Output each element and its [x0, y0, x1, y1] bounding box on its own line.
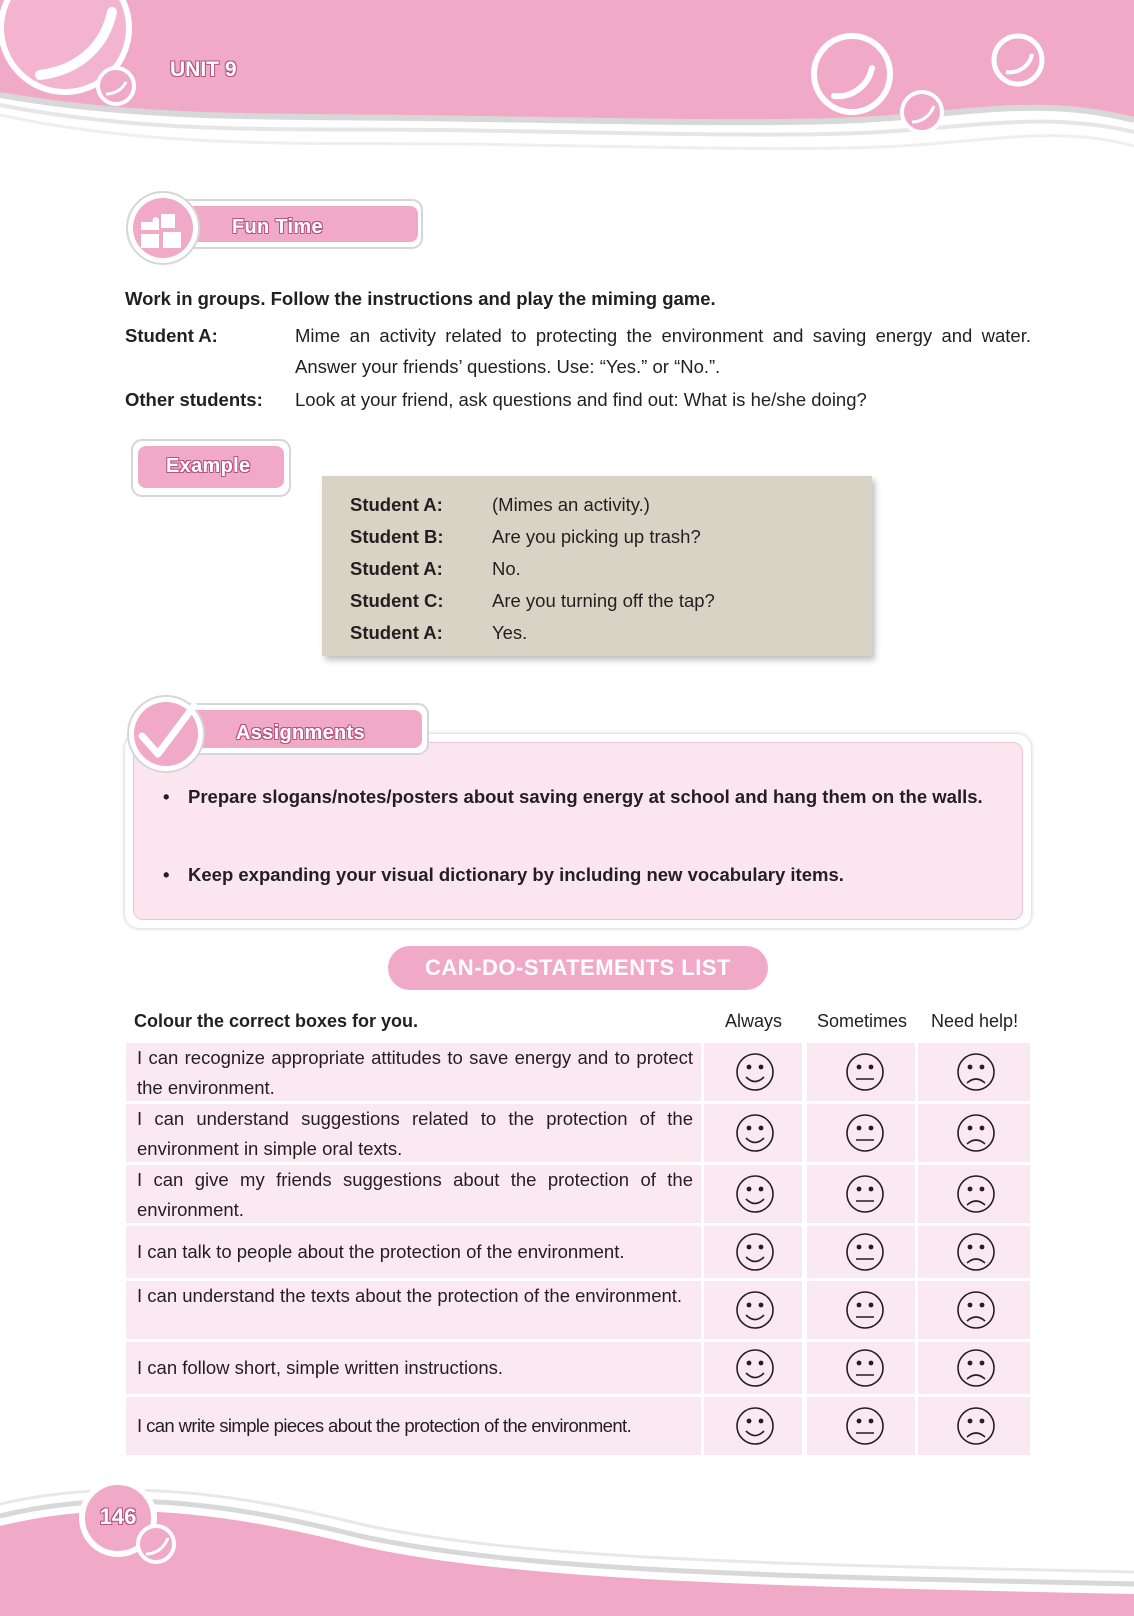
statement-text: I can follow short, simple written instructions.	[137, 1357, 504, 1378]
rating-cell[interactable]	[704, 1397, 802, 1455]
statement-text: I can understand suggestions related to the protection of the environment in simple oral texts.	[137, 1108, 693, 1159]
puzzle-icon	[125, 190, 205, 270]
rating-cell[interactable]	[918, 1397, 1030, 1455]
statement-text: I can understand the texts about the protection of the environment.	[137, 1285, 683, 1306]
statement-row	[126, 1397, 701, 1455]
example-dialogue-box	[322, 476, 872, 656]
face-grid	[700, 1040, 1035, 1460]
fun-time-instruction: Work in groups. Follow the instructions and play the miming game.	[125, 288, 716, 309]
bullet: •	[163, 864, 170, 885]
example-title: Example	[166, 455, 251, 477]
unit-label: UNIT 9	[170, 58, 237, 81]
can-do-title: CAN-DO-STATEMENTS LIST	[425, 955, 731, 980]
statement-row	[126, 1165, 701, 1223]
statement-row	[126, 1226, 701, 1278]
page-number: 146	[99, 1504, 137, 1529]
rating-cell[interactable]	[704, 1281, 802, 1339]
bullet: •	[163, 786, 170, 807]
checkmark-icon	[126, 694, 210, 778]
statement-row	[126, 1342, 701, 1394]
column-header-sometimes: Sometimes	[817, 1011, 908, 1031]
speaker-label: Student A:	[350, 494, 443, 515]
other-students-text: Look at your friend, ask questions and find out: What is he/she doing?	[295, 389, 867, 410]
speaker-label: Student B:	[350, 526, 444, 547]
statement-row	[126, 1043, 701, 1101]
rating-cell[interactable]	[918, 1104, 1030, 1162]
statement-row	[126, 1281, 701, 1339]
rating-cell[interactable]	[807, 1043, 915, 1101]
other-students-label: Other students:	[125, 389, 263, 410]
bubble-decoration	[0, 0, 140, 110]
rating-cell[interactable]	[807, 1104, 915, 1162]
dialogue-line: Are you picking up trash?	[492, 526, 701, 547]
column-header-always: Always	[725, 1011, 783, 1031]
rating-cell[interactable]	[918, 1281, 1030, 1339]
rating-cell[interactable]	[704, 1043, 802, 1101]
speaker-label: Student A:	[350, 622, 443, 643]
dialogue-line: (Mimes an activity.)	[492, 494, 650, 515]
assignments-title: Assignments	[236, 722, 365, 744]
column-header-need-help: Need help!	[931, 1011, 1019, 1031]
bubble-decoration	[808, 30, 1048, 140]
rating-cell[interactable]	[918, 1165, 1030, 1223]
rating-cell[interactable]	[704, 1104, 802, 1162]
statement-text: I can write simple pieces about the protection of the environment.	[137, 1415, 632, 1436]
fun-time-title: Fun Time	[232, 216, 323, 238]
statement-text: I can give my friends suggestions about the protection of the environment.	[137, 1169, 693, 1220]
can-do-instruction: Colour the correct boxes for you.	[134, 1011, 419, 1031]
rating-cell[interactable]	[807, 1397, 915, 1455]
statement-text: I can talk to people about the protection of the environment.	[137, 1241, 625, 1262]
statement-text: I can recognize appropriate attitudes to save energy and to protect the environment.	[137, 1047, 693, 1098]
rating-cell[interactable]	[807, 1165, 915, 1223]
dialogue-line: Are you turning off the tap?	[492, 590, 715, 611]
student-a-label: Student A:	[125, 325, 218, 346]
rating-cell[interactable]	[918, 1043, 1030, 1101]
footer-band	[0, 1476, 1134, 1616]
rating-cell[interactable]	[807, 1281, 915, 1339]
rating-cell[interactable]	[704, 1165, 802, 1223]
assignment-item: Prepare slogans/notes/posters about saving energy at school and hang them on the walls.	[188, 786, 983, 807]
speaker-label: Student A:	[350, 558, 443, 579]
dialogue-line: No.	[492, 558, 521, 579]
statement-row	[126, 1104, 701, 1162]
speaker-label: Student C:	[350, 590, 444, 611]
dialogue-line: Yes.	[492, 622, 528, 643]
assignment-item: Keep expanding your visual dictionary by including new vocabulary items.	[188, 864, 844, 885]
student-a-text: Mime an activity related to protecting the environment and saving energy and water. Answer your friends’ questions. Use: “Yes.” or “No.”.	[295, 325, 1031, 377]
